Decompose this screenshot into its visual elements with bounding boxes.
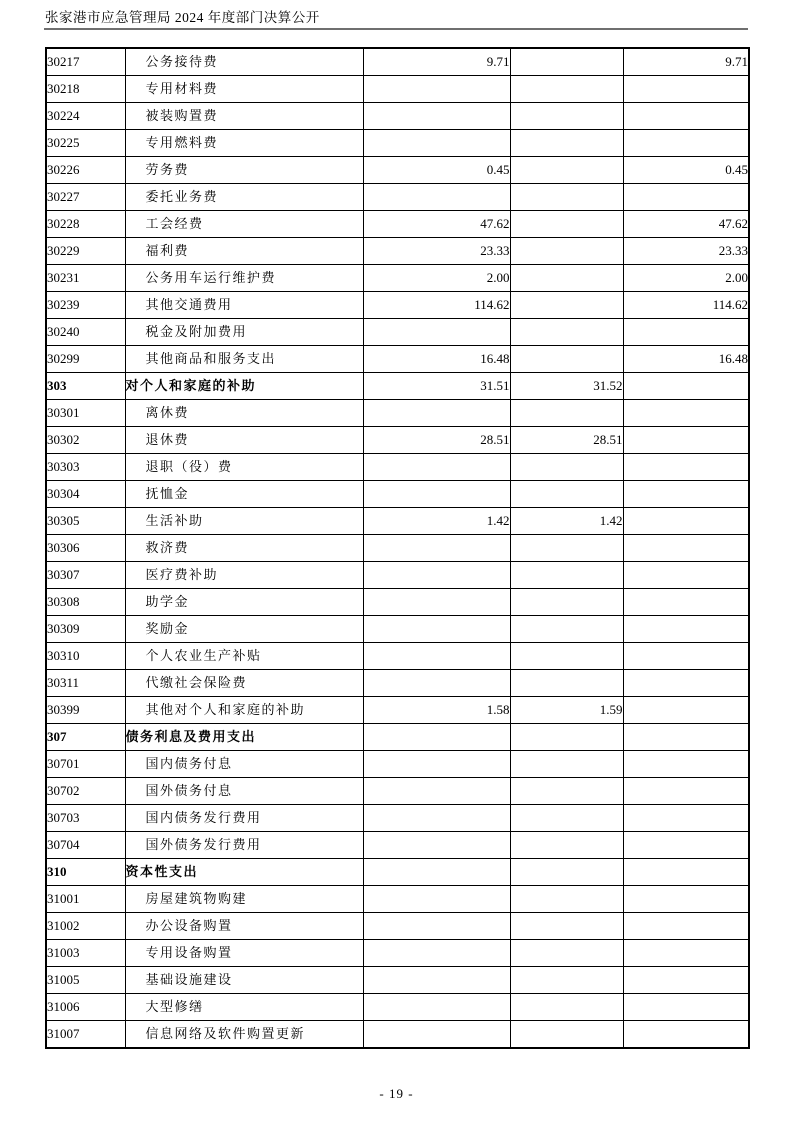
value-cell [623, 508, 749, 535]
code-cell: 30704 [46, 832, 125, 859]
value-cell: 2.00 [363, 265, 510, 292]
value-cell [363, 832, 510, 859]
value-cell [623, 670, 749, 697]
value-cell: 9.71 [363, 48, 510, 76]
name-cell: 公务用车运行维护费 [125, 265, 363, 292]
code-cell: 303 [46, 373, 125, 400]
value-cell [623, 454, 749, 481]
table-row [46, 670, 749, 697]
code-cell: 30308 [46, 589, 125, 616]
value-cell [363, 940, 510, 967]
code-cell: 30703 [46, 805, 125, 832]
value-cell: 31.52 [510, 373, 623, 400]
name-cell: 房屋建筑物购建 [125, 886, 363, 913]
value-cell [510, 994, 623, 1021]
name-cell: 委托业务费 [125, 184, 363, 211]
value-cell [510, 805, 623, 832]
code-cell: 30307 [46, 562, 125, 589]
name-cell: 专用设备购置 [125, 940, 363, 967]
table-row [46, 886, 749, 913]
name-cell: 被装购置费 [125, 103, 363, 130]
code-cell: 30231 [46, 265, 125, 292]
name-cell: 国内债务发行费用 [125, 805, 363, 832]
value-cell [363, 994, 510, 1021]
name-cell: 国外债务发行费用 [125, 832, 363, 859]
value-cell [510, 832, 623, 859]
value-cell [623, 832, 749, 859]
table-row [46, 157, 749, 184]
table-row [46, 1021, 749, 1049]
code-cell: 30302 [46, 427, 125, 454]
value-cell: 1.59 [510, 697, 623, 724]
value-cell [623, 130, 749, 157]
value-cell [363, 805, 510, 832]
table-row [46, 535, 749, 562]
value-cell [623, 427, 749, 454]
value-cell: 0.45 [623, 157, 749, 184]
table-row [46, 859, 749, 886]
name-cell: 福利费 [125, 238, 363, 265]
name-cell: 信息网络及软件购置更新 [125, 1021, 363, 1049]
value-cell [363, 724, 510, 751]
table-row [46, 454, 749, 481]
value-cell [363, 913, 510, 940]
code-cell: 31005 [46, 967, 125, 994]
table-row [46, 373, 749, 400]
table-row [46, 967, 749, 994]
value-cell [363, 562, 510, 589]
table-row [46, 994, 749, 1021]
value-cell [363, 643, 510, 670]
code-cell: 30701 [46, 751, 125, 778]
value-cell [510, 319, 623, 346]
value-cell [623, 751, 749, 778]
table-row [46, 913, 749, 940]
name-cell: 大型修缮 [125, 994, 363, 1021]
value-cell [363, 535, 510, 562]
value-cell [363, 1021, 510, 1049]
table-row [46, 616, 749, 643]
value-cell [623, 562, 749, 589]
value-cell [623, 76, 749, 103]
value-cell [510, 967, 623, 994]
value-cell [623, 886, 749, 913]
value-cell [510, 103, 623, 130]
code-cell: 30310 [46, 643, 125, 670]
value-cell: 1.58 [363, 697, 510, 724]
value-cell [510, 940, 623, 967]
table-row [46, 589, 749, 616]
value-cell [623, 859, 749, 886]
page-number: - 19 - [379, 1086, 414, 1101]
value-cell [623, 589, 749, 616]
name-cell: 国外债务付息 [125, 778, 363, 805]
name-cell: 专用材料费 [125, 76, 363, 103]
code-cell: 30229 [46, 238, 125, 265]
code-cell: 30305 [46, 508, 125, 535]
table-row [46, 481, 749, 508]
table-row [46, 697, 749, 724]
value-cell [510, 157, 623, 184]
code-cell: 30303 [46, 454, 125, 481]
value-cell [363, 103, 510, 130]
value-cell [510, 616, 623, 643]
value-cell: 1.42 [363, 508, 510, 535]
value-cell [623, 940, 749, 967]
table-row [46, 211, 749, 238]
value-cell [510, 751, 623, 778]
code-cell: 30301 [46, 400, 125, 427]
code-cell: 30299 [46, 346, 125, 373]
name-cell: 国内债务付息 [125, 751, 363, 778]
value-cell: 47.62 [363, 211, 510, 238]
value-cell [510, 454, 623, 481]
value-cell [363, 130, 510, 157]
name-cell: 资本性支出 [125, 859, 363, 886]
value-cell [623, 805, 749, 832]
name-cell: 医疗费补助 [125, 562, 363, 589]
value-cell [510, 292, 623, 319]
value-cell [510, 76, 623, 103]
value-cell [510, 643, 623, 670]
budget-table-body [46, 48, 749, 1048]
code-cell: 30240 [46, 319, 125, 346]
value-cell: 47.62 [623, 211, 749, 238]
value-cell [510, 346, 623, 373]
code-cell: 307 [46, 724, 125, 751]
code-cell: 30304 [46, 481, 125, 508]
value-cell: 16.48 [363, 346, 510, 373]
name-cell: 债务利息及费用支出 [125, 724, 363, 751]
value-cell [623, 184, 749, 211]
table-row [46, 265, 749, 292]
code-cell: 30224 [46, 103, 125, 130]
value-cell [510, 535, 623, 562]
page-header-title: 张家港市应急管理局 2024 年度部门决算公开 [45, 10, 320, 25]
value-cell: 2.00 [623, 265, 749, 292]
value-cell [363, 481, 510, 508]
table-row [46, 48, 749, 76]
value-cell [623, 643, 749, 670]
name-cell: 抚恤金 [125, 481, 363, 508]
name-cell: 助学金 [125, 589, 363, 616]
name-cell: 退职（役）费 [125, 454, 363, 481]
value-cell [363, 589, 510, 616]
value-cell [363, 886, 510, 913]
table-row [46, 508, 749, 535]
value-cell: 1.42 [510, 508, 623, 535]
value-cell [510, 859, 623, 886]
code-cell: 31002 [46, 913, 125, 940]
code-cell: 31003 [46, 940, 125, 967]
name-cell: 工会经费 [125, 211, 363, 238]
name-cell: 公务接待费 [125, 48, 363, 76]
name-cell: 其他对个人和家庭的补助 [125, 697, 363, 724]
table-row [46, 130, 749, 157]
code-cell: 31006 [46, 994, 125, 1021]
header-divider [44, 28, 748, 30]
value-cell [623, 967, 749, 994]
table-row [46, 940, 749, 967]
table-row [46, 805, 749, 832]
table-row [46, 103, 749, 130]
value-cell [363, 184, 510, 211]
value-cell [623, 481, 749, 508]
value-cell [510, 184, 623, 211]
code-cell: 30311 [46, 670, 125, 697]
table-row [46, 238, 749, 265]
table-row [46, 643, 749, 670]
value-cell [363, 859, 510, 886]
value-cell [510, 778, 623, 805]
name-cell: 对个人和家庭的补助 [125, 373, 363, 400]
value-cell [623, 994, 749, 1021]
code-cell: 310 [46, 859, 125, 886]
table-row [46, 562, 749, 589]
name-cell: 生活补助 [125, 508, 363, 535]
value-cell [510, 400, 623, 427]
name-cell: 代缴社会保险费 [125, 670, 363, 697]
code-cell: 31007 [46, 1021, 125, 1049]
name-cell: 退休费 [125, 427, 363, 454]
table-row [46, 400, 749, 427]
name-cell: 其他交通费用 [125, 292, 363, 319]
value-cell [623, 535, 749, 562]
code-cell: 30239 [46, 292, 125, 319]
value-cell: 16.48 [623, 346, 749, 373]
name-cell: 奖励金 [125, 616, 363, 643]
value-cell: 23.33 [623, 238, 749, 265]
value-cell [623, 1021, 749, 1049]
code-cell: 30217 [46, 48, 125, 76]
value-cell [623, 616, 749, 643]
table-row [46, 292, 749, 319]
value-cell: 23.33 [363, 238, 510, 265]
budget-table [45, 47, 750, 1049]
value-cell [623, 400, 749, 427]
table-row [46, 184, 749, 211]
table-row [46, 76, 749, 103]
value-cell [510, 130, 623, 157]
value-cell: 28.51 [363, 427, 510, 454]
name-cell: 办公设备购置 [125, 913, 363, 940]
value-cell [363, 76, 510, 103]
name-cell: 税金及附加费用 [125, 319, 363, 346]
code-cell: 30309 [46, 616, 125, 643]
value-cell: 114.62 [363, 292, 510, 319]
value-cell [623, 913, 749, 940]
value-cell [363, 670, 510, 697]
value-cell [510, 724, 623, 751]
value-cell [510, 211, 623, 238]
name-cell: 其他商品和服务支出 [125, 346, 363, 373]
name-cell: 基础设施建设 [125, 967, 363, 994]
value-cell [363, 751, 510, 778]
value-cell [623, 319, 749, 346]
value-cell [510, 589, 623, 616]
table-row [46, 427, 749, 454]
table-row [46, 319, 749, 346]
table-row [46, 778, 749, 805]
value-cell [623, 697, 749, 724]
value-cell [510, 562, 623, 589]
code-cell: 30228 [46, 211, 125, 238]
value-cell [510, 48, 623, 76]
value-cell [510, 913, 623, 940]
name-cell: 劳务费 [125, 157, 363, 184]
code-cell: 30702 [46, 778, 125, 805]
value-cell [623, 724, 749, 751]
value-cell [363, 778, 510, 805]
value-cell: 0.45 [363, 157, 510, 184]
code-cell: 30226 [46, 157, 125, 184]
value-cell [623, 103, 749, 130]
code-cell: 30306 [46, 535, 125, 562]
code-cell: 30225 [46, 130, 125, 157]
name-cell: 离休费 [125, 400, 363, 427]
code-cell: 30227 [46, 184, 125, 211]
name-cell: 个人农业生产补贴 [125, 643, 363, 670]
value-cell: 114.62 [623, 292, 749, 319]
value-cell [510, 481, 623, 508]
value-cell [363, 967, 510, 994]
name-cell: 专用燃料费 [125, 130, 363, 157]
value-cell [363, 454, 510, 481]
value-cell [510, 1021, 623, 1049]
table-row [46, 832, 749, 859]
code-cell: 30399 [46, 697, 125, 724]
value-cell [623, 778, 749, 805]
value-cell: 9.71 [623, 48, 749, 76]
table-row [46, 724, 749, 751]
value-cell: 31.51 [363, 373, 510, 400]
value-cell: 28.51 [510, 427, 623, 454]
code-cell: 31001 [46, 886, 125, 913]
code-cell: 30218 [46, 76, 125, 103]
table-row [46, 751, 749, 778]
value-cell [510, 238, 623, 265]
value-cell [623, 373, 749, 400]
value-cell [363, 400, 510, 427]
table-row [46, 346, 749, 373]
name-cell: 救济费 [125, 535, 363, 562]
value-cell [510, 886, 623, 913]
value-cell [510, 265, 623, 292]
value-cell [363, 616, 510, 643]
value-cell [510, 670, 623, 697]
value-cell [363, 319, 510, 346]
